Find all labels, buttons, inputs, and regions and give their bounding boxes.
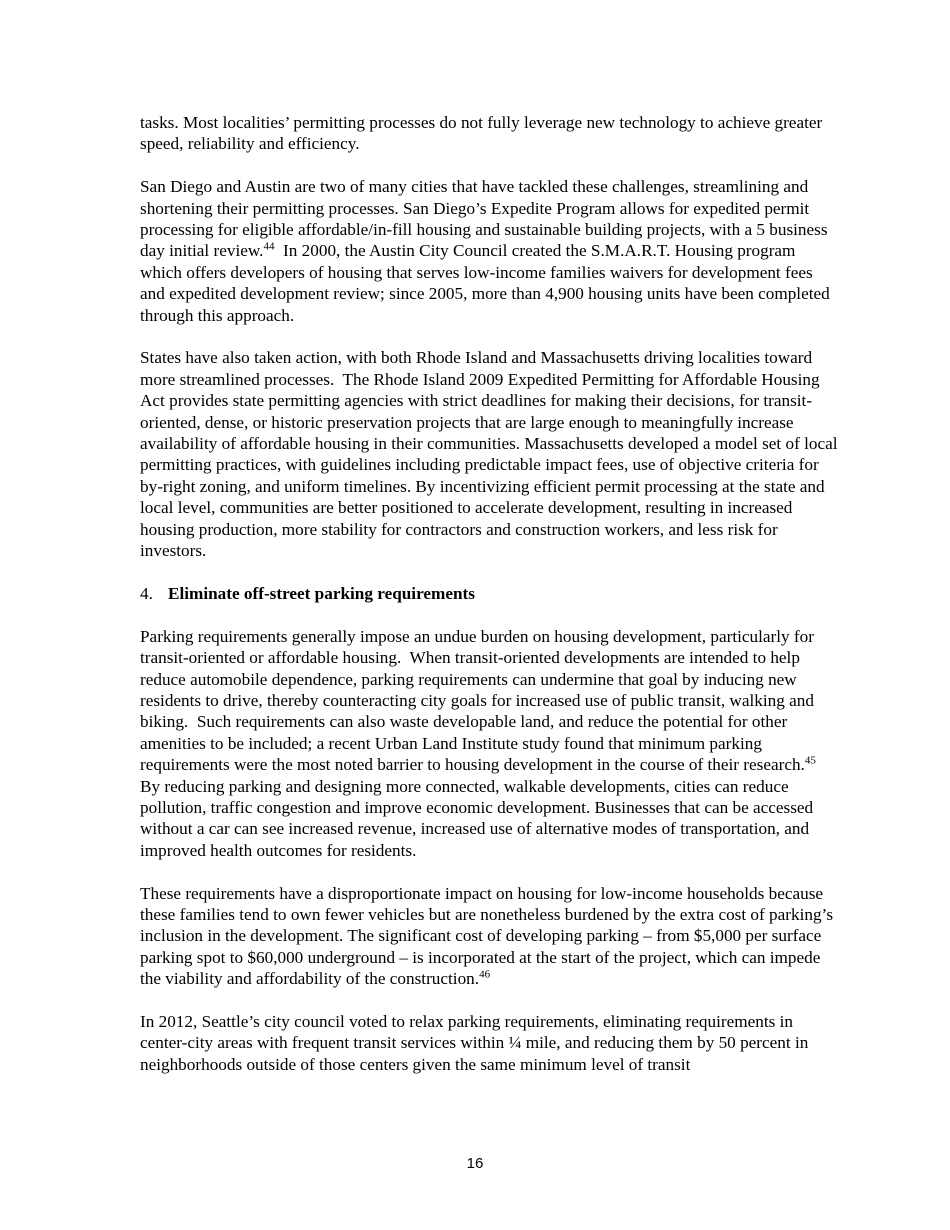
paragraph-san-diego-austin	[140, 176, 840, 326]
paragraph-states-action: States have also taken action, with both Rhode Island and Massachusetts driving localities toward more streamlined processes. The Rhode Island 2009 Expedited Permitting for Affordable Housing Act provides state permitting agencies with strict deadlines for making their decisions, for transit-oriented, dense, or historic preservation projects that are large enough to meaningfully increase availability of affordable housing in their communities. Massachusetts developed a model set of local permitting practices, with guidelines including predictable impact fees, use of objective criteria for by-right zoning, and uniform timelines. By incentivizing efficient permit processing at the state and local level, communities are better positioned to accelerate development, resulting in increased housing production, more stability for contractors and construction workers, and less risk for investors.	[140, 348, 842, 561]
paragraph-text: San Diego and Austin are two of many cities that have tackled these challenges, streamlining and shortening their permitting processes. San Diego’s Expedite Program allows for expedited permit processing for eligible affordable/in-fill housing and sustainable building projects, with a 5 business day initial review.	[140, 177, 828, 261]
paragraph-text: These requirements have a disproportionate impact on housing for low-income households because these families tend to own fewer vehicles but are nonetheless burdened by the extra cost of parking’s inclusion in the development. The significant cost of developing parking – from $5,000 per surface parking spot to $60,000 underground – is incorporated at the start of the project, which can impede the viability and affordability of the construction.	[140, 883, 834, 989]
page-number: 16	[466, 1155, 484, 1172]
paragraph-low-income-impact	[140, 883, 840, 990]
section-number: 4.	[140, 583, 153, 603]
paragraph-parking-burden	[140, 626, 840, 861]
footnote-ref-44[interactable]: 44	[263, 240, 275, 253]
paragraph-text: Parking requirements generally impose an undue burden on housing development, particularly for transit-oriented or affordable housing. When transit-oriented developments are intended to help reduce automobile dependence, parking requirements can undermine that goal by inducing new residents to drive, thereby counteracting city goals for increased use of public transit, walking and biking. Such requirements can also waste developable land, and reduce the potential for other amenities to be included; a recent Urban Land Institute study found that minimum parking requirements were the most noted barrier to housing development in the course of their research.	[140, 626, 819, 775]
footnote-ref-45[interactable]: 45	[804, 754, 816, 767]
footnote-ref-46[interactable]: 46	[479, 968, 491, 981]
paragraph-seattle: In 2012, Seattle’s city council voted to relax parking requirements, eliminating requirements in center-city areas with frequent transit services within ¼ mile, and reducing them by 50 percent in neighborhoods outside of those centers given the same minimum level of transit	[140, 1011, 809, 1074]
section-title: Eliminate off-street parking requirements	[168, 583, 475, 603]
paragraph-text: By reducing parking and designing more connected, walkable developments, cities can reduce pollution, traffic congestion and improve economic development. Businesses that can be accessed without a car can see increased revenue, increased use of alternative modes of transportation, and improved health outcomes for residents.	[140, 755, 821, 860]
paragraph-text: In 2000, the Austin City Council created the S.M.A.R.T. Housing program which offers developers of housing that serves low-income families waivers for development fees and expedited development review; since 2005, more than 4,900 housing units have been completed through this approach.	[140, 241, 834, 325]
body-text	[140, 112, 840, 1097]
paragraph-permitting-technology: tasks. Most localities’ permitting processes do not fully leverage new technology to achieve greater speed, reliability and efficiency.	[140, 113, 823, 154]
section-heading	[140, 583, 840, 604]
